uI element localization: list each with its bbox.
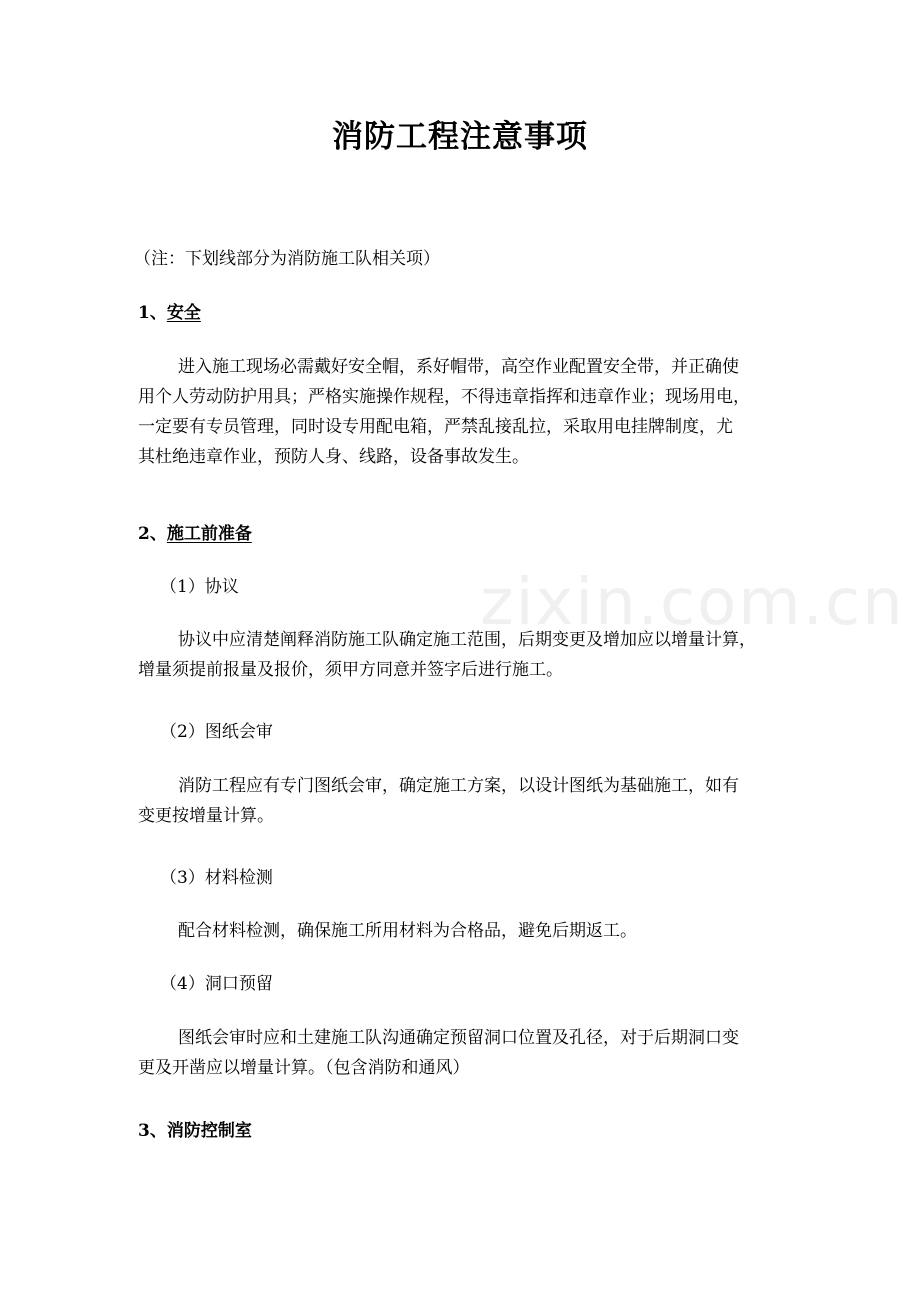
item-protocol-paragraph xyxy=(138,625,808,685)
paragraph-line: 一定要有专员管理，同时设专用配电箱，严禁乱接乱拉，采取用电挂牌制度，尤 xyxy=(138,417,733,437)
section-2-number: 2、 xyxy=(138,524,167,544)
section-1-title: 安全 xyxy=(166,303,201,323)
watermark: zixin.com.cn xyxy=(480,566,905,640)
paragraph-line: 增量须提前报量及报价，须甲方同意并签字后进行施工。 xyxy=(138,660,563,680)
item-drawing-review-paragraph xyxy=(138,771,808,831)
item-drawing-review-label: （2）图纸会审 xyxy=(160,722,273,742)
item-opening-reservation-paragraph xyxy=(138,1023,808,1083)
section-3-title: 消防控制室 xyxy=(166,1121,252,1141)
document-title: 消防工程注意事项 xyxy=(332,119,588,155)
section-1-number: 1、 xyxy=(138,303,167,323)
section-2-title: 施工前准备 xyxy=(166,524,252,544)
paragraph-line: 变更按增量计算。 xyxy=(138,806,274,826)
item-protocol-label: （1）协议 xyxy=(160,577,239,597)
underline-note: （注：下划线部分为消防施工队相关项） xyxy=(134,249,440,269)
item-material-testing-paragraph xyxy=(138,916,808,946)
paragraph-line: 图纸会审时应和土建施工队沟通确定预留洞口位置及孔径，对于后期洞口变 xyxy=(178,1028,739,1048)
paragraph-line: 更及开凿应以增量计算。（包含消防和通风） xyxy=(138,1058,470,1078)
section-1-paragraph xyxy=(138,352,808,472)
paragraph-line: 进入施工现场必需戴好安全帽，系好帽带，高空作业配置安全带，并正确使 xyxy=(178,357,739,377)
section-3-heading xyxy=(138,1118,252,1144)
item-opening-reservation-label: （4）洞口预留 xyxy=(160,974,273,994)
paragraph-line: 其杜绝违章作业，预防人身、线路，设备事故发生。 xyxy=(138,447,529,467)
paragraph-line: 协议中应清楚阐释消防施工队确定施工范围，后期变更及增加应以增量计算， xyxy=(178,630,756,650)
section-3-number: 3、 xyxy=(138,1121,167,1141)
paragraph-line: 用个人劳动防护用具；严格实施操作规程，不得违章指挥和违章作业；现场用电， xyxy=(138,387,750,407)
section-2-heading xyxy=(138,521,252,547)
paragraph-line: 消防工程应有专门图纸会审，确定施工方案，以设计图纸为基础施工，如有 xyxy=(178,776,739,796)
paragraph-line: 配合材料检测，确保施工所用材料为合格品，避免后期返工。 xyxy=(178,921,637,941)
item-material-testing-label: （3）材料检测 xyxy=(160,868,273,888)
section-1-heading xyxy=(138,300,201,326)
